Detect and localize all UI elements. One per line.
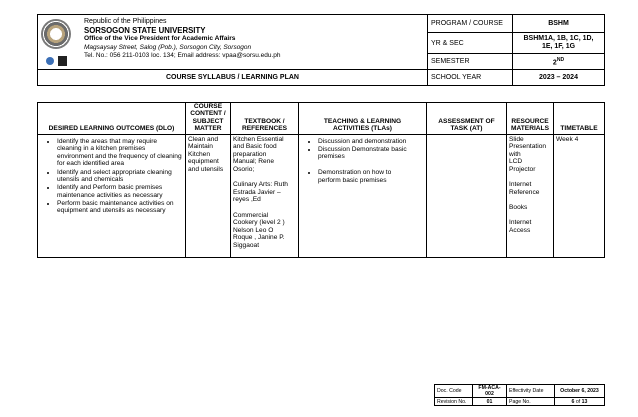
dlo-item: • Perform basic maintenance activities on equipment and utensils as necessary: [57, 200, 183, 215]
effectivity-value: October 6, 2023: [555, 385, 605, 398]
textbook-header: TEXTBOOK / REFERENCES: [231, 103, 299, 135]
university-info: [38, 15, 428, 70]
iso-badge-icon: [58, 56, 67, 66]
semester-value: 2ND: [513, 53, 605, 69]
semester-label: SEMESTER: [428, 53, 513, 69]
dlo-item: • Identify and Perform basic premises maintenance activities as necessary: [57, 184, 183, 199]
textbook-cell: Kitchen Essential and Basic food preparation Manual; Rene Osorio; Culinary Arts: Ruth Estrada Javier – reyes ,Ed Commercial Cookery (level 2 ) Nelson Leo O Roque , Janine P. Siggaoat: [231, 134, 299, 257]
at-cell: [427, 134, 507, 257]
doc-code-label: Doc. Code: [435, 385, 473, 398]
university-seal-icon: [41, 19, 71, 49]
dlo-cell: [38, 134, 186, 257]
revision-label: Revision No.: [435, 398, 473, 406]
tla-header: TEACHING & LEARNING ACTIVITIES (TLAs): [299, 103, 427, 135]
resource-header: RESOURCE MATERIALS: [507, 103, 554, 135]
learning-plan-table: [37, 102, 605, 258]
syllabus-header: [37, 14, 605, 86]
timetable-cell: Week 4: [554, 134, 605, 257]
office-name: Office of the Vice President for Academic Affairs: [84, 35, 236, 43]
doc-code-value: FM-ACA-002: [473, 385, 507, 398]
tla-item: • Discussion and demonstration: [318, 138, 424, 146]
page-value: 6 of 13: [555, 398, 605, 406]
page-label: Page No.: [507, 398, 555, 406]
table-row: [38, 134, 605, 257]
effectivity-label: Effectivity Date: [507, 385, 555, 398]
school-year-label: SCHOOL YEAR: [428, 70, 513, 86]
program-label: PROGRAM / COURSE: [428, 15, 513, 33]
timetable-header: TIMETABLE: [554, 103, 605, 135]
document-info-table: [434, 384, 605, 406]
dlo-item: • Identify and select appropriate cleaning utensils and chemicals: [57, 169, 183, 184]
yr-sec-label: YR & SEC: [428, 33, 513, 53]
contact-info: Tel. No.: 056 211-0103 loc. 134; Email address: vpaa@sorsu.edu.ph: [84, 52, 281, 60]
tla-item: • Discussion Demonstrate basic premises: [318, 146, 424, 169]
republic-text: Republic of the Philippines: [84, 18, 167, 25]
at-header: ASSESSMENT OF TASK (AT): [427, 103, 507, 135]
tla-item: • Demonstration on how to perform basic premises: [318, 169, 424, 184]
resource-cell: Slide Presentation with LCD Projector Internet Reference Books Internet Access: [507, 134, 554, 257]
page-title: COURSE SYLLABUS / LEARNING PLAN: [38, 70, 428, 86]
tla-cell: [299, 134, 427, 257]
certification-badge-icon: [46, 57, 54, 65]
yr-sec-value: BSHM1A, 1B, 1C, 1D, 1E, 1F, 1G: [513, 33, 605, 53]
revision-value: 01: [473, 398, 507, 406]
table-header-row: [38, 103, 605, 135]
content-header: COURSE CONTENT / SUBJECT MATTER: [186, 103, 231, 135]
university-name: SORSOGON STATE UNIVERSITY: [84, 25, 206, 35]
content-cell: Clean and Maintain Kitchen equipment and utensils: [186, 134, 231, 257]
school-year-value: 2023 – 2024: [513, 70, 605, 86]
program-value: BSHM: [513, 15, 605, 33]
dlo-item: • Identify the areas that may require cleaning in a kitchen premises environment and the frequency of cleaning for each identified area: [57, 138, 183, 168]
university-address: Magsaysay Street, Salog (Pob.), Sorsogon City, Sorsogon: [84, 43, 252, 51]
dlo-header: DESIRED LEARNING OUTCOMES (DLO): [38, 103, 186, 135]
